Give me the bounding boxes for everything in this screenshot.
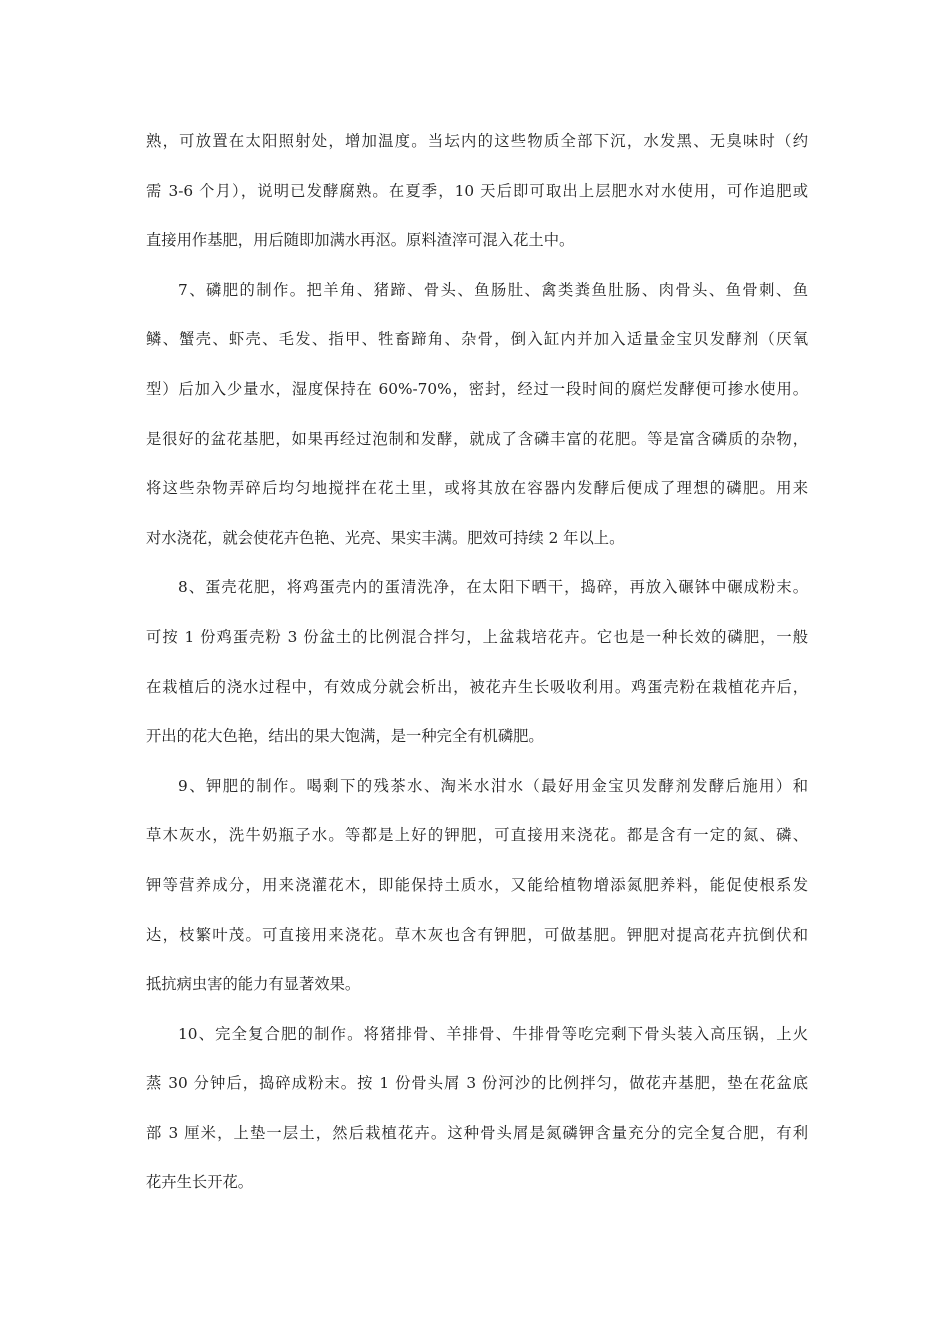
paragraph-phosphate-fertilizer	[146, 276, 808, 574]
text-line: 草木灰水，洗牛奶瓶子水。等都是上好的钾肥，可直接用来浇花。都是含有一定的氮、磷、	[146, 826, 808, 845]
text-line: 对水浇花，就会使花卉色艳、光亮、果实丰满。肥效可持续 2 年以上。	[146, 528, 625, 547]
text-line: 达，枝繁叶茂。可直接用来浇花。草木灰也含有钾肥，可做基肥。钾肥对提高花卉抗倒伏和	[146, 925, 808, 944]
text-line: 开出的花大色艳，结出的果大饱满，是一种完全有机磷肥。	[146, 727, 544, 746]
text-line: 9、钾肥的制作。喝剩下的残茶水、淘米水泔水（最好用金宝贝发酵剂发酵后施用）和	[178, 776, 808, 795]
text-line: 抵抗病虫害的能力有显著效果。	[146, 975, 361, 994]
text-line: 在栽植后的浇水过程中，有效成分就会析出，被花卉生长吸收利用。鸡蛋壳粉在栽植花卉后，	[146, 677, 808, 696]
text-line: 7、磷肥的制作。把羊角、猪蹄、骨头、鱼肠肚、禽类粪鱼肚肠、肉骨头、鱼骨刺、鱼	[178, 280, 808, 299]
text-line: 直接用作基肥，用后随即加满水再沤。原料渣滓可混入花土中。	[146, 231, 575, 250]
paragraph-compound-fertilizer	[146, 1020, 808, 1218]
text-line: 鳞、蟹壳、虾壳、毛发、指甲、牲畜蹄角、杂骨，倒入缸内并加入适量金宝贝发酵剂（厌氧	[146, 330, 808, 349]
text-line: 花卉生长开花。	[146, 1173, 254, 1192]
text-line: 需 3-6 个月），说明已发酵腐熟。在夏季，10 天后即可取出上层肥水对水使用，可作追肥或	[146, 181, 808, 200]
text-line: 部 3 厘米，上垫一层土，然后栽植花卉。这种骨头屑是氮磷钾含量充分的完全复合肥，有利	[146, 1123, 808, 1142]
text-line: 8、蛋壳花肥，将鸡蛋壳内的蛋清洗净，在太阳下晒干，捣碎，再放入碾钵中碾成粉末。	[178, 578, 808, 597]
text-line: 10、完全复合肥的制作。将猪排骨、羊排骨、牛排骨等吃完剩下骨头装入高压锅，上火	[178, 1024, 808, 1043]
text-line: 将这些杂物弄碎后均匀地搅拌在花土里，或将其放在容器内发酵后便成了理想的磷肥。用来	[146, 479, 808, 498]
paragraph-continuation	[146, 127, 808, 276]
text-line: 熟，可放置在太阳照射处，增加温度。当坛内的这些物质全部下沉，水发黑、无臭味时（约	[146, 132, 808, 150]
text-line: 型）后加入少量水，湿度保持在 60%-70%，密封，经过一段时间的腐烂发酵便可掺水使用。	[146, 379, 808, 398]
text-line: 蒸 30 分钟后，捣碎成粉末。按 1 份骨头屑 3 份河沙的比例拌匀，做花卉基肥，垫在花盆底	[146, 1074, 808, 1093]
text-line: 钾等营养成分，用来浇灌花木，即能保持土质水，又能给植物增添氮肥养料，能促使根系发	[146, 875, 808, 894]
paragraph-potash-fertilizer	[146, 772, 808, 1020]
text-line: 是很好的盆花基肥，如果再经过泡制和发酵，就成了含磷丰富的花肥。等是富含磷质的杂物，	[146, 429, 808, 448]
paragraph-eggshell-fertilizer	[146, 573, 808, 771]
body-text	[146, 127, 808, 1218]
text-line: 可按 1 份鸡蛋壳粉 3 份盆土的比例混合拌匀，上盆栽培花卉。它也是一种长效的磷肥，一般	[146, 627, 808, 646]
